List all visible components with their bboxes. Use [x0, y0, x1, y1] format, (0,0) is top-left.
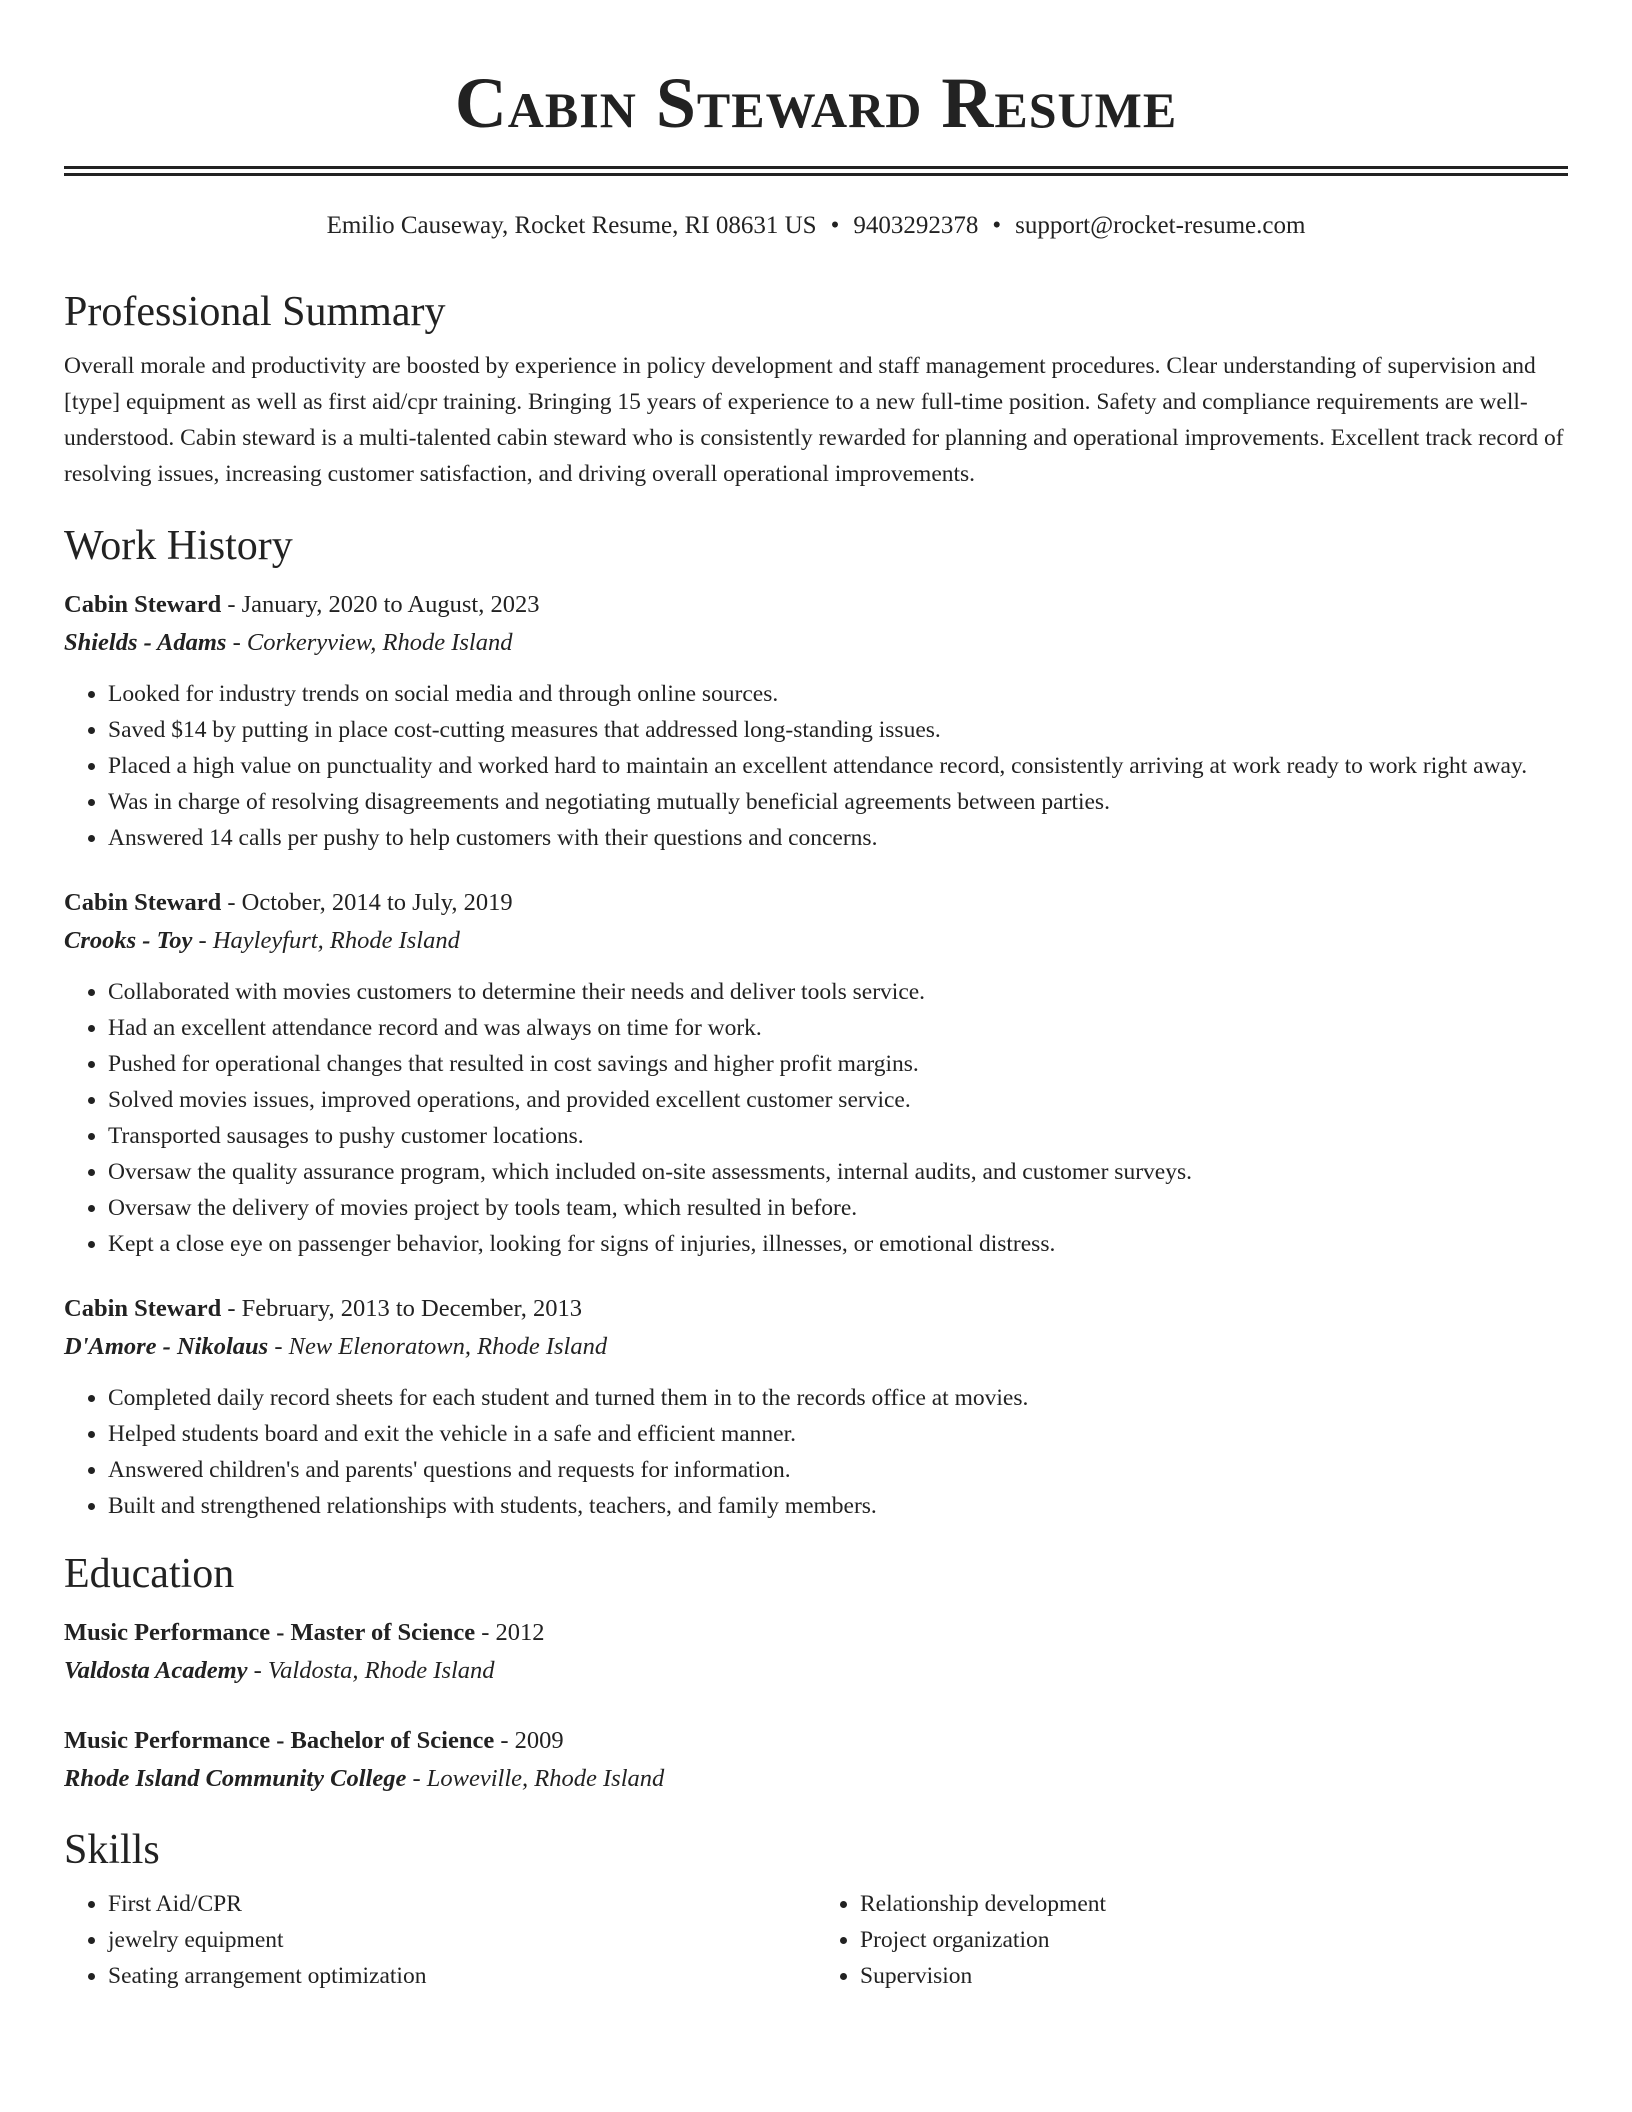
job-company: Shields - Adams — [64, 629, 227, 656]
job-company-line — [64, 922, 1568, 960]
contact-address: Emilio Causeway, Rocket Resume, RI 08631 US — [326, 212, 817, 239]
job-bullet: • Was in charge of resolving disagreements and negotiating mutually beneficial agreements between parties. — [108, 784, 1568, 820]
job-bullet: • Helped students board and exit the vehicle in a safe and efficient manner. — [108, 1416, 1568, 1452]
education-degree-line — [64, 1722, 1568, 1760]
education-school: Valdosta Academy — [64, 1657, 248, 1684]
job-location: - Corkeryview, Rhode Island — [232, 629, 513, 656]
skill-item: • Project organization — [860, 1922, 1568, 1958]
skill-item: • jewelry equipment — [108, 1922, 816, 1958]
job-bullet: • Looked for industry trends on social media and through online sources. — [108, 676, 1568, 712]
education-degree-line — [64, 1614, 1568, 1652]
job-bullets — [64, 974, 1568, 1262]
education-heading: Education — [64, 1551, 235, 1597]
contact-separator: • — [830, 212, 840, 239]
skill-item: • Supervision — [860, 1958, 1568, 1994]
job-bullets — [64, 676, 1568, 856]
contact-email: support@rocket-resume.com — [1015, 212, 1306, 239]
education-degree: Music Performance - Bachelor of Science — [64, 1727, 495, 1754]
contact-phone: 9403292378 — [853, 212, 979, 239]
job-bullet: • Solved movies issues, improved operations, and provided excellent customer service. — [108, 1082, 1568, 1118]
job-bullet: • Collaborated with movies customers to determine their needs and deliver tools service. — [108, 974, 1568, 1010]
job-company-line — [64, 1328, 1568, 1366]
job-title: Cabin Steward — [64, 889, 222, 916]
job-title: Cabin Steward — [64, 1295, 222, 1322]
resume-title: Cabin Steward Resume — [454, 63, 1178, 143]
skill-item: • Relationship development — [860, 1886, 1568, 1922]
job-bullet: • Kept a close eye on passenger behavior, looking for signs of injuries, illnesses, or emotional distress. — [108, 1226, 1568, 1262]
job-company: D'Amore - Nikolaus — [64, 1333, 269, 1360]
job-bullet: • Transported sausages to pushy customer locations. — [108, 1118, 1568, 1154]
job-entry — [64, 884, 1568, 1262]
summary-text: Overall morale and productivity are boosted by experience in policy development and staff management procedures. Clear understanding of supervision and [type] equipment as well as first aid/cpr training. Bringing 15 years of experience to a new full-time position. Safety and compliance requirements are well-understood. Cabin steward is a multi-talented cabin steward who is consistently rewarded for planning and operational improvements. Excellent track record of resolving issues, increasing customer satisfaction, and driving overall operational improvements. — [64, 353, 1564, 487]
job-bullet: • Completed daily record sheets for each student and turned them in to the records office at movies. — [108, 1380, 1568, 1416]
job-entry — [64, 586, 1568, 856]
skill-item: • First Aid/CPR — [108, 1886, 816, 1922]
job-bullet: • Built and strengthened relationships with students, teachers, and family members. — [108, 1488, 1568, 1524]
education-location: - Valdosta, Rhode Island — [253, 1657, 495, 1684]
education-year: - 2012 — [481, 1619, 545, 1646]
job-bullet: • Had an excellent attendance record and was always on time for work. — [108, 1010, 1568, 1046]
education-school-line — [64, 1652, 1568, 1690]
contact-line — [64, 210, 1568, 242]
job-bullet: • Answered children's and parents' questions and requests for information. — [108, 1452, 1568, 1488]
work-history-heading: Work History — [64, 523, 293, 569]
job-bullet: • Oversaw the delivery of movies project by tools team, which resulted in before. — [108, 1190, 1568, 1226]
job-title-line — [64, 586, 1568, 624]
job-location: - New Elenoratown, Rhode Island — [274, 1333, 608, 1360]
education-degree: Music Performance - Master of Science — [64, 1619, 476, 1646]
skills-heading: Skills — [64, 1827, 160, 1873]
job-title: Cabin Steward — [64, 591, 222, 618]
summary-heading: Professional Summary — [64, 289, 446, 335]
job-bullet: • Saved $14 by putting in place cost-cutting measures that addressed long-standing issues. — [108, 712, 1568, 748]
job-dates: - October, 2014 to July, 2019 — [227, 889, 513, 916]
job-entry — [64, 1290, 1568, 1524]
skill-item: • Seating arrangement optimization — [108, 1958, 816, 1994]
education-location: - Loweville, Rhode Island — [412, 1765, 665, 1792]
job-company-line — [64, 624, 1568, 662]
job-bullet: • Answered 14 calls per pushy to help customers with their questions and concerns. — [108, 820, 1568, 856]
job-dates: - January, 2020 to August, 2023 — [227, 591, 540, 618]
skills-column-right — [816, 1886, 1568, 1994]
job-bullet: • Pushed for operational changes that resulted in cost savings and higher profit margins. — [108, 1046, 1568, 1082]
job-location: - Hayleyfurt, Rhode Island — [198, 927, 460, 954]
job-bullets — [64, 1380, 1568, 1524]
job-bullet: • Placed a high value on punctuality and worked hard to maintain an excellent attendance record, consistently arriving at work ready to work right away. — [108, 748, 1568, 784]
education-year: - 2009 — [500, 1727, 564, 1754]
education-school-line — [64, 1760, 1568, 1798]
job-company: Crooks - Toy — [64, 927, 193, 954]
job-bullet: • Oversaw the quality assurance program, which included on-site assessments, internal audits, and customer surveys. — [108, 1154, 1568, 1190]
job-title-line — [64, 884, 1568, 922]
education-entry — [64, 1614, 1568, 1690]
skills-column-left — [64, 1886, 816, 1994]
skills-grid — [64, 1886, 1568, 1994]
education-school: Rhode Island Community College — [64, 1765, 407, 1792]
job-dates: - February, 2013 to December, 2013 — [227, 1295, 582, 1322]
education-entry — [64, 1722, 1568, 1798]
contact-separator: • — [992, 212, 1002, 239]
title-double-rule — [64, 166, 1568, 176]
job-title-line — [64, 1290, 1568, 1328]
